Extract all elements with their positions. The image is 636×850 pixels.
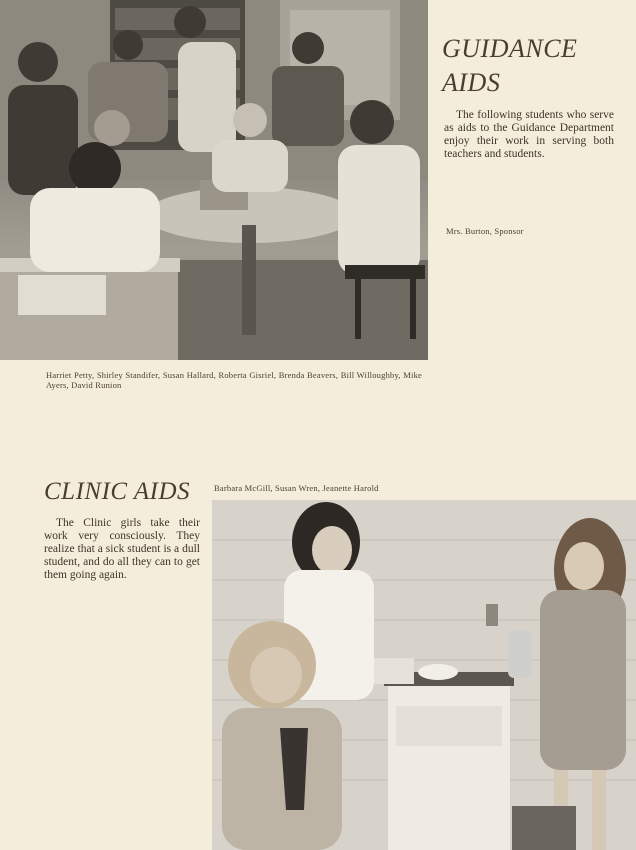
clinic-aids-photo bbox=[212, 500, 636, 850]
clinic-aids-title: CLINIC AIDS bbox=[44, 478, 191, 505]
guidance-title-line2: AIDS bbox=[442, 68, 501, 97]
guidance-aids-photo bbox=[0, 0, 428, 360]
guidance-caption-names: Harriet Petty, Shirley Standifer, Susan Hallard, Roberta Gisriel, Brenda Beavers, Bill Willoughby, Mike Ayers, David Runion bbox=[46, 370, 422, 390]
guidance-photo-illustration bbox=[0, 0, 428, 360]
clinic-description: The Clinic girls take their work very consciously. They realize that a sick student is a dull student, and do all they can to get them going again. bbox=[44, 517, 200, 581]
guidance-aids-title bbox=[442, 32, 622, 100]
clinic-caption-names: Barbara McGill, Susan Wren, Jeanette Harold bbox=[214, 483, 379, 493]
guidance-title-line1: GUIDANCE bbox=[442, 34, 578, 63]
clinic-photo-illustration bbox=[212, 500, 636, 850]
guidance-description: The following students who serve as aids to the Guidance Department enjoy their work in serving both teachers and students. bbox=[444, 109, 614, 160]
guidance-sponsor: Mrs. Burton, Sponsor bbox=[446, 226, 524, 236]
